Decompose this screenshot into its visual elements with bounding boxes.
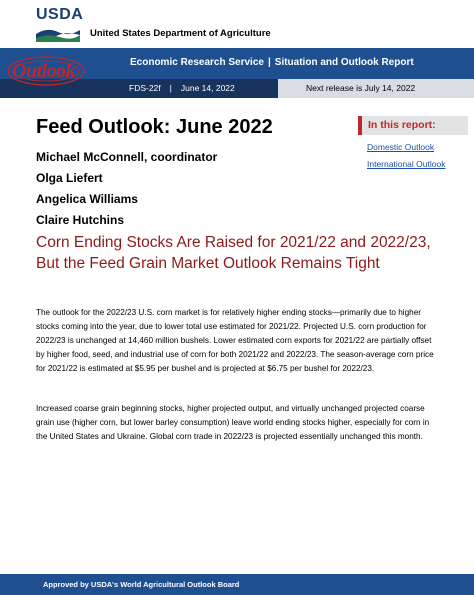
in-this-report-sidebar <box>358 116 468 173</box>
link-international-outlook[interactable]: International Outlook <box>367 159 446 169</box>
author-list <box>36 147 217 231</box>
department-name: United States Department of Agriculture <box>90 28 271 39</box>
footer-bar <box>0 574 474 595</box>
link-domestic-outlook[interactable]: Domestic Outlook <box>367 142 435 152</box>
body-paragraph: The outlook for the 2022/23 U.S. corn market is for relatively higher ending stocks—primarily due to higher stocks coming into the year, due to lower total use estimated for 2021/22. Projected U.S. corn production for 2022/23 is unchanged at 14,460 million bushels. Lower estimated corn exports for 2021/22 are partially offset by higher food, seed, and industrial use of corn for both 2021/22 and 2022/23. The season-average corn price for 2021/22 is estimated at $5.95 per bushel and is projected at $6.75 per bushel for 2022/23. <box>36 308 434 373</box>
author-name: Claire Hutchins <box>36 213 125 227</box>
author-name: Angelica Williams <box>36 192 138 206</box>
report-type: Situation and Outlook Report <box>274 57 414 68</box>
report-banner <box>0 48 474 98</box>
usda-logo-text: USDA <box>36 6 84 23</box>
footer-approval: Approved by USDA's World Agricultural Outlook Board <box>43 580 240 589</box>
report-id: FDS-22f <box>129 83 161 93</box>
service-name: Economic Research Service <box>130 57 264 68</box>
sidebar-heading: In this report: <box>358 116 468 135</box>
banner-separator: | <box>267 57 271 68</box>
page-title: Feed Outlook: June 2022 <box>36 116 273 138</box>
outlook-logo <box>6 52 90 90</box>
usda-logo[interactable] <box>36 6 84 42</box>
report-headline: Corn Ending Stocks Are Raised for 2021/22 and 2022/23, But the Feed Grain Market Outlook Remains Tight <box>36 234 431 272</box>
next-release: Next release is July 14, 2022 <box>306 83 416 93</box>
banner-arrow <box>262 79 278 97</box>
sidebar-links <box>358 139 468 173</box>
body-paragraph: Increased coarse grain beginning stocks, higher projected output, and virtually unchanged projected coarse grain use (higher corn, but lower barley consumption) leave world ending stocks higher, especially for corn in the United States and Ukraine. Global corn trade in 2022/23 is projected essentially unchanged this month. <box>36 404 430 441</box>
issue-separator: | <box>169 83 172 93</box>
issue-info <box>129 83 235 93</box>
banner-title <box>130 57 414 68</box>
author-name: Olga Liefert <box>36 171 103 185</box>
outlook-logo-text: Outlook <box>12 60 76 82</box>
author-name: Michael McConnell, coordinator <box>36 150 218 164</box>
usda-landscape-icon <box>36 25 80 42</box>
report-date: June 14, 2022 <box>180 83 235 93</box>
usda-header <box>0 0 474 46</box>
